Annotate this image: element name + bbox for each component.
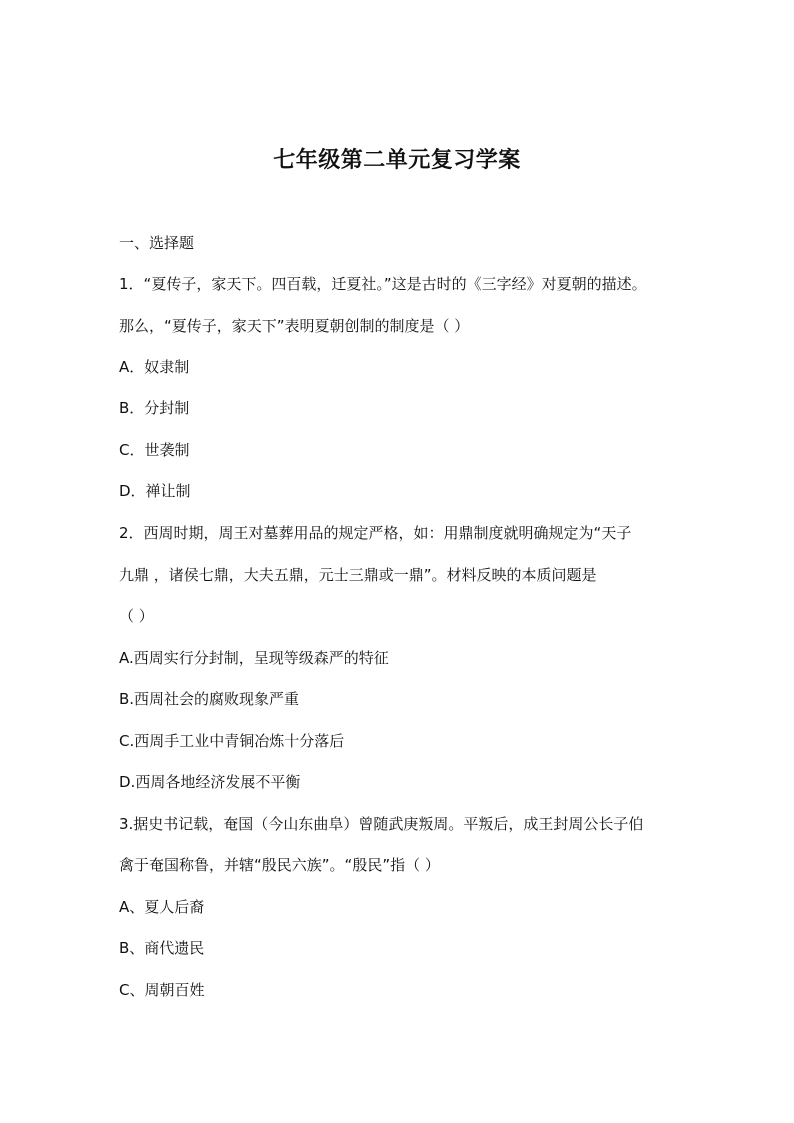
question-3-stem-line-1: 3.据史书记载，奄国（今山东曲阜）曾随武庚叛周。平叛后，成王封周公长子伯 — [119, 815, 644, 833]
question-2-stem-line-2: 九鼎 ，诸侯七鼎，大夫五鼎，元士三鼎或一鼎”。材料反映的本质问题是 — [119, 566, 597, 584]
question-2-option-c: C.西周手工业中青铜冶炼十分落后 — [119, 732, 345, 750]
question-3-option-c: C、周朝百姓 — [119, 981, 205, 999]
question-1-option-a: A．奴隶制 — [119, 358, 190, 376]
question-2-option-a: A.西周实行分封制，呈现等级森严的特征 — [119, 649, 389, 667]
question-2-stem-line-1: 2．西周时期，周王对墓葬用品的规定严格，如：用鼎制度就明确规定为“天子 — [119, 524, 632, 542]
question-3-option-a: A、夏人后裔 — [119, 898, 205, 916]
question-1-stem-line-2: 那么，“夏传子，家天下”表明夏朝创制的制度是（ ） — [119, 317, 470, 335]
question-3-stem-line-2: 禽于奄国称鲁，并辖“殷民六族”。“殷民”指（ ） — [119, 856, 440, 874]
question-2-stem-line-3: （ ） — [119, 607, 154, 625]
question-1-option-d: D．禅让制 — [119, 482, 191, 500]
question-1-option-c: C．世袭制 — [119, 441, 190, 459]
question-2-option-d: D.西周各地经济发展不平衡 — [119, 773, 301, 791]
question-3-option-b: B、商代遗民 — [119, 939, 205, 957]
question-1-option-b: B．分封制 — [119, 399, 190, 417]
section-heading: 一、选择题 — [119, 234, 195, 252]
question-2-option-b: B.西周社会的腐败现象严重 — [119, 690, 300, 708]
question-1-stem-line-1: 1．“夏传子，家天下。四百载，迁夏社。”这是古时的《三字经》对夏朝的描述。 — [119, 275, 647, 293]
document-title: 七年级第二单元复习学案 — [273, 147, 521, 173]
